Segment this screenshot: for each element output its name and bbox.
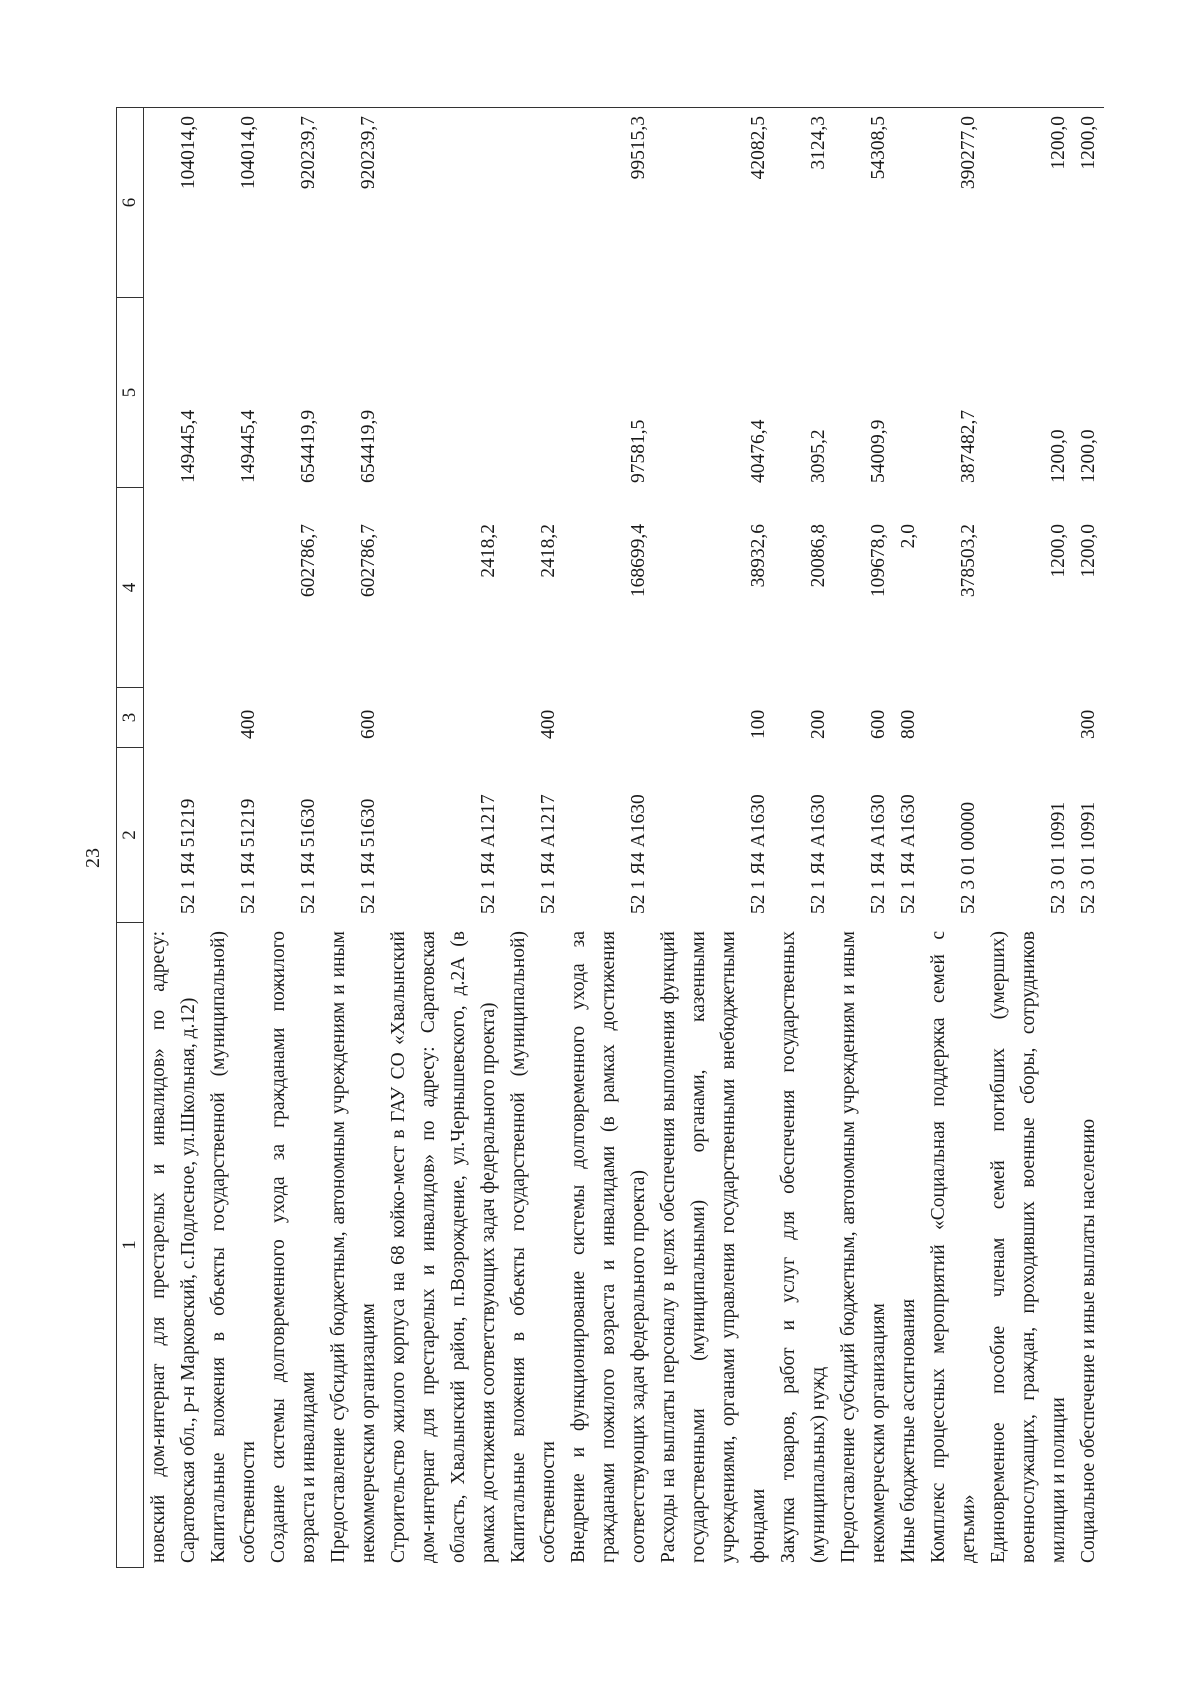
row-value-col5 [894, 298, 924, 488]
table-row [984, 108, 1074, 1568]
row-code: 52 1 Я4 А1630 [564, 748, 654, 923]
row-expense-type: 300 [1074, 688, 1104, 748]
row-value-col6: 390277,0 [924, 108, 984, 298]
row-expense-type: 600 [324, 688, 384, 748]
row-name: Капитальные вложения в объекты государственной (муниципальной) собственности [504, 923, 564, 1568]
table-row [834, 108, 894, 1568]
row-name: Единовременное пособие членам семей погибших (умерших) военнослужащих, граждан, проходивших военные сборы, сотрудников милиции и полиции [984, 923, 1074, 1568]
row-expense-type: 200 [774, 688, 834, 748]
row-expense-type [564, 688, 654, 748]
row-expense-type: 100 [654, 688, 774, 748]
row-value-col5: 654419,9 [264, 298, 324, 488]
page-number: 23 [82, 848, 104, 868]
rotated-sheet [80, 48, 1120, 1608]
row-name: Предоставление субсидий бюджетным, автономным учреждениям и иным некоммерческим организациям [324, 923, 384, 1568]
row-value-col6 [894, 108, 924, 298]
row-value-col4: 2418,2 [504, 488, 564, 688]
row-value-col4: 1200,0 [1074, 488, 1104, 688]
row-name: новский дом-интернат для престарелых и инвалидов» по адресу: Саратовская обл., р-н Марковский, с.Подлесное, ул.Школьная, д.12) [144, 923, 205, 1568]
table-row [264, 108, 324, 1568]
row-expense-type [384, 688, 504, 748]
budget-table [116, 107, 1104, 1568]
table-row [384, 108, 504, 1568]
table-row [144, 108, 205, 1568]
header-cell-6: 6 [117, 108, 144, 298]
table-row [654, 108, 774, 1568]
table-row [324, 108, 384, 1568]
row-value-col5: 387482,7 [924, 298, 984, 488]
row-value-col4: 2418,2 [384, 488, 504, 688]
row-value-col5: 149445,4 [144, 298, 205, 488]
row-value-col5: 40476,4 [654, 298, 774, 488]
table-row [894, 108, 924, 1568]
row-expense-type: 400 [504, 688, 564, 748]
header-cell-2: 2 [117, 748, 144, 923]
row-expense-type [144, 688, 205, 748]
table-row [564, 108, 654, 1568]
row-value-col6 [504, 108, 564, 298]
row-value-col6 [384, 108, 504, 298]
row-value-col6: 920239,7 [324, 108, 384, 298]
row-value-col5: 97581,5 [564, 298, 654, 488]
row-value-col4: 2,0 [894, 488, 924, 688]
row-code: 52 1 Я4 51219 [204, 748, 264, 923]
row-value-col6: 54308,5 [834, 108, 894, 298]
row-value-col4: 20086,8 [774, 488, 834, 688]
row-name: Внедрение и функционирование системы долговременного ухода за гражданами пожилого возраста и инвалидами (в рамках достижения соответствующих задач федерального проекта) [564, 923, 654, 1568]
row-value-col4: 378503,2 [924, 488, 984, 688]
table-row [504, 108, 564, 1568]
row-code: 52 1 Я4 А1630 [834, 748, 894, 923]
row-value-col6: 1200,0 [1074, 108, 1104, 298]
row-value-col5: 149445,4 [204, 298, 264, 488]
row-name: Расходы на выплаты персоналу в целях обеспечения выполнения функций государственными (муниципальными) органами, казенными учреждениями, органами управления государственными внебюджетными фондами [654, 923, 774, 1568]
table-row [1074, 108, 1104, 1568]
row-expense-type: 600 [834, 688, 894, 748]
row-value-col4 [204, 488, 264, 688]
row-value-col5: 1200,0 [984, 298, 1074, 488]
row-expense-type: 800 [894, 688, 924, 748]
header-cell-3: 3 [117, 688, 144, 748]
row-value-col5: 3095,2 [774, 298, 834, 488]
row-name: Закупка товаров, работ и услуг для обеспечения государственных (муниципальных) нужд [774, 923, 834, 1568]
row-value-col5 [384, 298, 504, 488]
header-cell-4: 4 [117, 488, 144, 688]
row-value-col4 [144, 488, 205, 688]
row-value-col4: 1200,0 [984, 488, 1074, 688]
table-body [144, 108, 1105, 1568]
row-value-col5: 1200,0 [1074, 298, 1104, 488]
row-value-col6: 99515,3 [564, 108, 654, 298]
row-code: 52 1 Я4 51630 [264, 748, 324, 923]
header-row [117, 108, 144, 1568]
header-cell-1: 1 [117, 923, 144, 1568]
row-expense-type: 400 [204, 688, 264, 748]
row-value-col6: 42082,5 [654, 108, 774, 298]
row-value-col4: 602786,7 [264, 488, 324, 688]
row-value-col6: 104014,0 [204, 108, 264, 298]
row-value-col5: 54009,9 [834, 298, 894, 488]
row-name: Комплекс процессных мероприятий «Социальная поддержка семей с детьми» [924, 923, 984, 1568]
row-code: 52 1 Я4 А1217 [384, 748, 504, 923]
header-cell-5: 5 [117, 298, 144, 488]
row-code: 52 1 Я4 51219 [144, 748, 205, 923]
row-code: 52 3 01 10991 [1074, 748, 1104, 923]
row-value-col6: 920239,7 [264, 108, 324, 298]
row-code: 52 1 Я4 51630 [324, 748, 384, 923]
row-expense-type [924, 688, 984, 748]
row-code: 52 3 01 10991 [984, 748, 1074, 923]
row-value-col6: 3124,3 [774, 108, 834, 298]
row-value-col5: 654419,9 [324, 298, 384, 488]
row-value-col6: 1200,0 [984, 108, 1074, 298]
row-value-col5 [504, 298, 564, 488]
row-expense-type [264, 688, 324, 748]
row-value-col4: 602786,7 [324, 488, 384, 688]
table-row [204, 108, 264, 1568]
row-code: 52 1 Я4 А1630 [894, 748, 924, 923]
row-code: 52 1 Я4 А1630 [654, 748, 774, 923]
row-name: Капитальные вложения в объекты государственной (муниципальной) собственности [204, 923, 264, 1568]
row-name: Создание системы долговременного ухода за гражданами пожилого возраста и инвалидами [264, 923, 324, 1568]
row-value-col4: 38932,6 [654, 488, 774, 688]
row-code: 52 1 Я4 А1217 [504, 748, 564, 923]
row-value-col6: 104014,0 [144, 108, 205, 298]
row-name: Строительство жилого корпуса на 68 койко-мест в ГАУ СО «Хвалынский дом-интернат для престарелых и инвалидов» по адресу: Саратовская область, Хвалынский район, п.Возрождение, ул.Чернышевского, д.2А (в рамках достижения соответствующих задач федерального проекта) [384, 923, 504, 1568]
row-code: 52 3 01 00000 [924, 748, 984, 923]
row-name: Иные бюджетные ассигнования [894, 923, 924, 1568]
row-name: Социальное обеспечение и иные выплаты населению [1074, 923, 1104, 1568]
row-value-col4: 168699,4 [564, 488, 654, 688]
row-code: 52 1 Я4 А1630 [774, 748, 834, 923]
row-expense-type [984, 688, 1074, 748]
row-name: Предоставление субсидий бюджетным, автономным учреждениям и иным некоммерческим организациям [834, 923, 894, 1568]
table-row [924, 108, 984, 1568]
table-header [117, 108, 144, 1568]
row-value-col4: 109678,0 [834, 488, 894, 688]
table-row [774, 108, 834, 1568]
